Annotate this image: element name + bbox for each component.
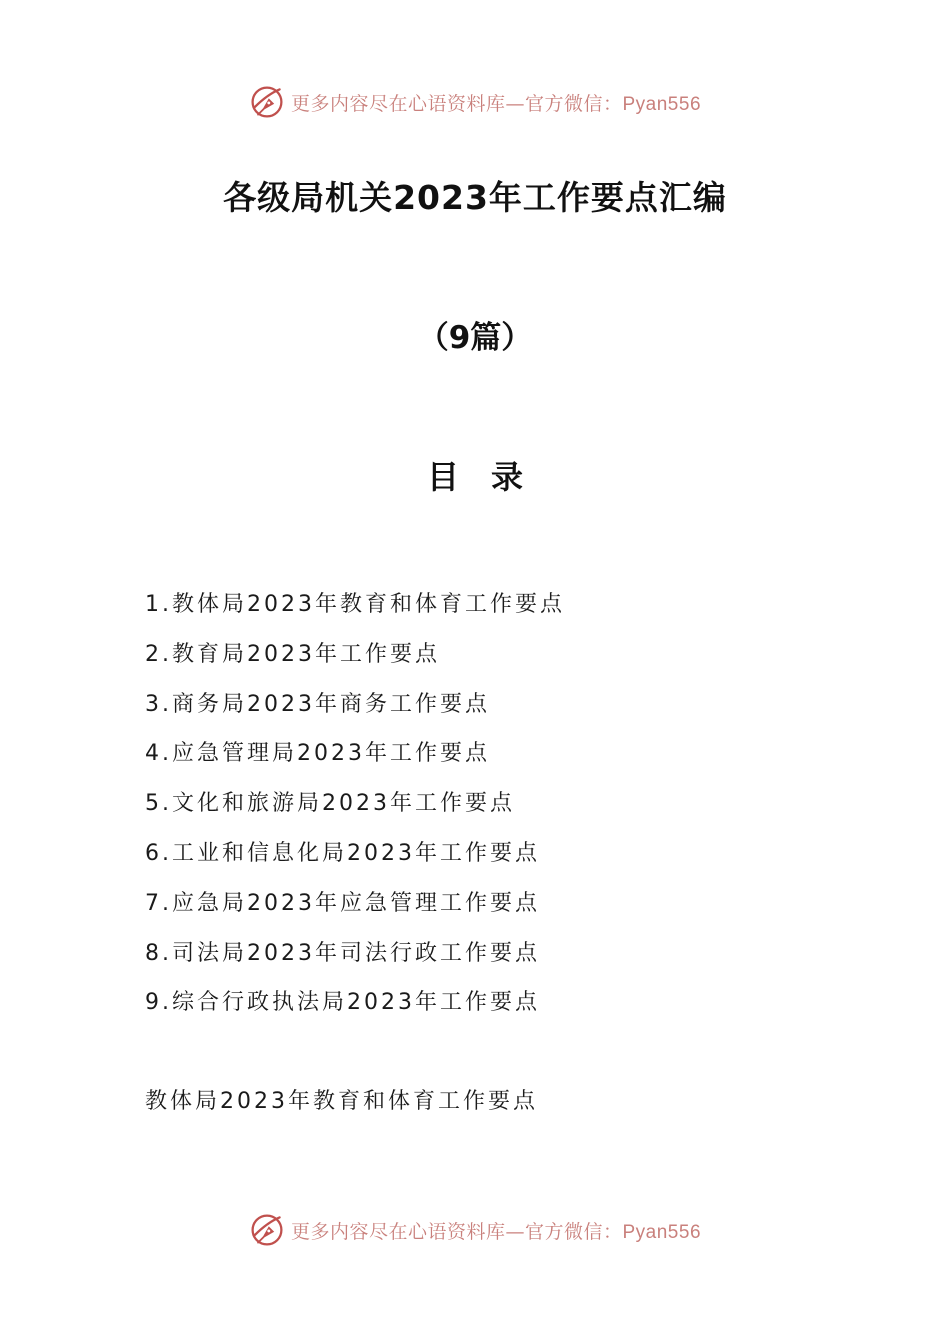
section-heading: 教体局2023年教育和体育工作要点 <box>145 1089 538 1114</box>
watermark-text: 更多内容尽在心语资料库—官方微信：Pyan556 <box>290 92 702 115</box>
toc-item[interactable]: 4.应急管理局2023年工作要点 <box>145 741 490 767</box>
document-subtitle: （9篇） <box>417 320 533 356</box>
toc-item[interactable]: 8.司法局2023年司法行政工作要点 <box>145 940 540 966</box>
toc-item[interactable]: 6.工业和信息化局2023年工作要点 <box>145 840 540 866</box>
toc-item[interactable]: 7.应急局2023年应急管理工作要点 <box>145 890 540 916</box>
table-of-contents <box>145 585 565 1033</box>
watermark-text: 更多内容尽在心语资料库—官方微信：Pyan556 <box>290 1220 702 1243</box>
watermark-wechat-id: Pyan556 <box>622 93 702 115</box>
toc-item[interactable]: 3.商务局2023年商务工作要点 <box>145 691 490 717</box>
watermark-wechat-id: Pyan556 <box>622 1221 702 1243</box>
pen-nib-logo-icon <box>249 1212 285 1248</box>
toc-item[interactable]: 1.教体局2023年教育和体育工作要点 <box>145 592 565 617</box>
toc-heading: 目 录 <box>426 458 523 496</box>
toc-item[interactable]: 5.文化和旅游局2023年工作要点 <box>145 791 515 817</box>
pen-nib-logo-icon <box>249 84 285 120</box>
toc-item[interactable]: 2.教育局2023年工作要点 <box>145 641 440 667</box>
toc-item[interactable]: 9.综合行政执法局2023年工作要点 <box>145 990 540 1016</box>
watermark-footer <box>0 1210 950 1250</box>
document-title: 各级局机关2023年工作要点汇编 <box>223 178 727 217</box>
watermark-header <box>0 82 950 122</box>
